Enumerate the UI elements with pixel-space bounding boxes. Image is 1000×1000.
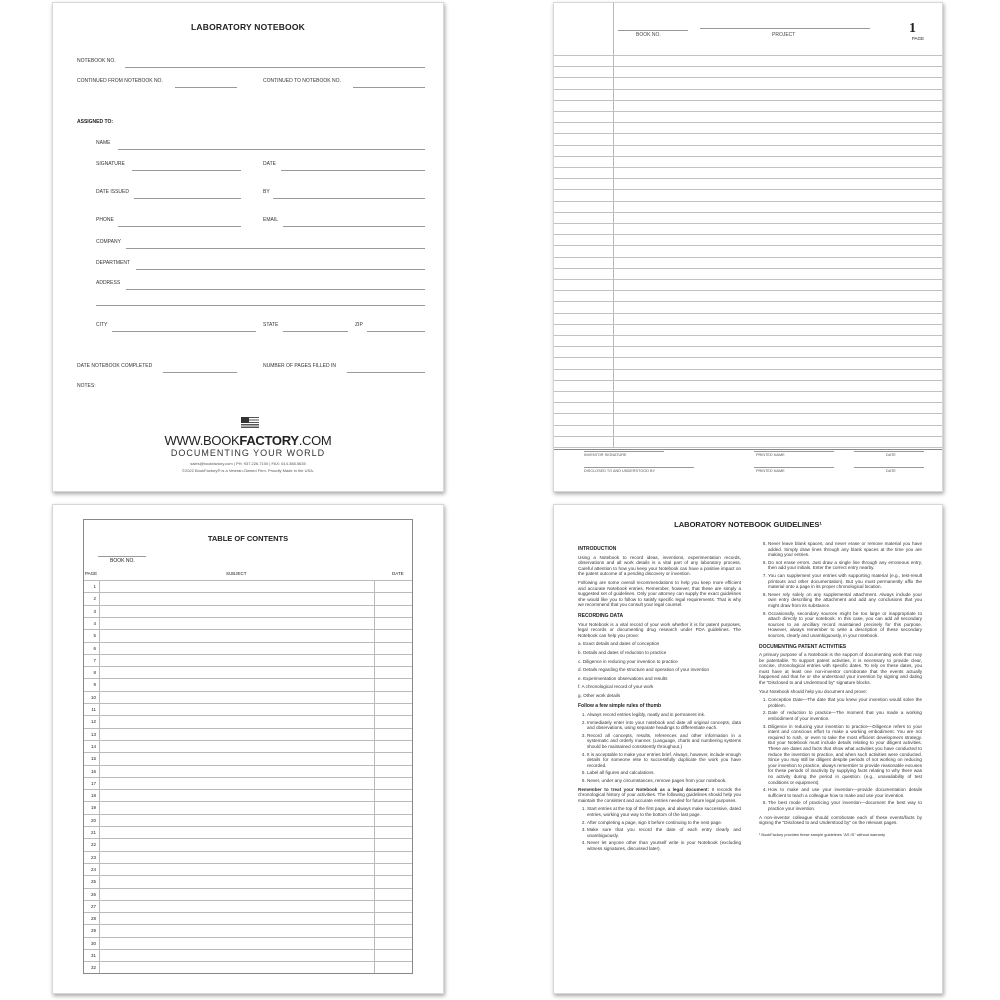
toc-row-number: 12 <box>90 719 96 725</box>
toc-row <box>84 801 412 814</box>
toc-title: TABLE OF CONTENTS <box>207 534 289 543</box>
toc-row-number: 31 <box>90 953 96 958</box>
prove-item: d. Details regarding the structure and operation of your invention <box>578 667 710 673</box>
ruled-line <box>554 436 942 437</box>
field-label: ADDRESS <box>96 280 121 286</box>
printed-name-line-2 <box>754 467 834 468</box>
ruled-line <box>554 201 942 202</box>
legal-rule-item: 8. Never rely solely on any supplemental attachment. Always include your own entry describing the attachment and add any conclusions that you might draw from its substance. <box>768 592 922 609</box>
toc-row-number: 9 <box>93 682 96 688</box>
legal-rules-list-continued <box>759 541 922 639</box>
toc-row <box>84 900 412 913</box>
prove-item: c. Diligence in reducing your invention to practice <box>578 658 678 664</box>
field-label: NAME <box>96 140 111 146</box>
toc-row <box>84 912 412 925</box>
toc-row <box>84 691 412 704</box>
field-line <box>126 248 425 249</box>
ruled-line <box>554 369 942 370</box>
rule-item: 5. Label all figures and calculations. <box>587 770 741 776</box>
toc-row-number: 3 <box>93 608 96 614</box>
toc-row-number: 1 <box>93 584 96 589</box>
legal-paragraph <box>578 787 741 804</box>
date-label: DATE <box>886 453 896 457</box>
state-field <box>263 322 348 332</box>
toc-row <box>84 580 412 593</box>
assigned-to-label: ASSIGNED TO: <box>77 119 114 125</box>
toc-row <box>84 592 412 605</box>
field-label: NUMBER OF PAGES FILLED IN <box>263 363 336 369</box>
continued-from-field <box>77 78 237 88</box>
continued-to-field <box>263 78 425 88</box>
department-field <box>96 260 425 270</box>
zip-field <box>355 322 425 332</box>
rule-item: 4. It is acceptable to make your entries brief. Always, however, include enough details for someone else to successfully duplicate the work you have recorded. <box>587 752 741 769</box>
guidelines-left-column <box>578 541 741 855</box>
notes-label: NOTES: <box>77 383 96 389</box>
printed-name-line <box>754 451 834 452</box>
guidelines-right-column <box>759 541 922 837</box>
toc-row-number: 18 <box>90 793 96 799</box>
field-label: SIGNATURE <box>96 161 125 167</box>
toc-row <box>84 752 412 765</box>
toc-col-date: DATE <box>392 571 404 576</box>
toc-row-number: 20 <box>90 817 96 823</box>
rule-item: 1. Always record entries legibly, neatly and in permanent ink. <box>587 712 741 718</box>
prove-item: a. Exact details and dates of conception <box>578 641 660 647</box>
ruled-line <box>554 133 942 134</box>
field-line <box>118 149 425 150</box>
toc-row <box>84 666 412 679</box>
toc-row <box>84 642 412 655</box>
american-flag-icon <box>241 417 259 429</box>
ruled-line <box>554 301 942 302</box>
field-line <box>283 226 425 227</box>
rule-item: 2. Immediately enter into your notebook and date all original concepts, data and observations, using separate headings to differentiate each. <box>587 720 741 731</box>
legal-note: ©2022 BookFactory® is a Veteran-Owned Firm. Proudly Made in the USA. <box>182 468 314 473</box>
cover-title: LABORATORY NOTEBOOK <box>191 22 305 32</box>
ruled-line <box>554 234 942 235</box>
toc-row-number: 23 <box>90 854 96 860</box>
field-line <box>118 226 241 227</box>
email-field <box>263 217 425 227</box>
address-line-2 <box>96 305 425 306</box>
prove-item: b. Details and dates of reduction to practice <box>578 649 667 655</box>
field-label: STATE <box>263 322 279 328</box>
ruled-line <box>554 402 942 403</box>
toc-row <box>84 875 412 888</box>
toc-row <box>84 789 412 802</box>
ruled-line <box>554 178 942 179</box>
ruled-line <box>554 66 942 67</box>
toc-row <box>84 728 412 741</box>
toc-row <box>84 617 412 630</box>
ruled-line <box>554 55 942 56</box>
page-number: 1 <box>909 21 916 36</box>
intro-paragraph-1: Using a Notebook to record ideas, inventions, experimentation records, observations and all work details is a vital part of any laboratory process. Careful attention to how you keep your Notebook can have a positive impact on the patent outcome of a pending discovery or invention. <box>578 554 741 577</box>
toc-row-number: 22 <box>90 842 96 848</box>
toc-row <box>84 949 412 962</box>
toc-row-number: 28 <box>90 916 96 922</box>
signature-field <box>96 161 241 171</box>
date-issued-field <box>96 189 241 199</box>
toc-row-number: 27 <box>90 903 96 909</box>
toc-row-number: 14 <box>90 743 96 749</box>
field-label: CONTINUED FROM NOTEBOOK NO. <box>77 78 163 84</box>
ruled-line <box>554 380 942 381</box>
rule-item: 3. Record all concepts, results, references and other information in a systematic and orderly manner. (Language, charts and numbering systems should be maintained consistently throughout.) <box>587 733 741 750</box>
field-label: COMPANY <box>96 239 121 245</box>
toc-col-page: PAGE <box>85 571 98 576</box>
toc-col-subject: SUBJECT <box>226 571 247 576</box>
legal-heading: Remember to treat your Notebook as a legal document: <box>578 786 710 792</box>
ruled-line <box>554 145 942 146</box>
toc-row <box>84 765 412 778</box>
toc-row-number: 29 <box>90 928 96 934</box>
toc-book-no-label: BOOK NO. <box>110 558 135 564</box>
toc-row <box>84 863 412 876</box>
toc-row-number: 32 <box>90 965 96 971</box>
page-label: PAGE <box>911 36 924 41</box>
toc-row <box>84 851 412 864</box>
field-line <box>163 372 237 373</box>
field-line <box>273 198 425 199</box>
prove-date-item: 1. Conception Date—The date that you knew your invention would solve the problem. <box>768 697 922 708</box>
field-line <box>132 170 241 171</box>
prove-list <box>578 641 741 698</box>
contact-info: sales@bookfactory.com | PH: 937.226.7100 | FAX: 614.388.5635 <box>190 461 306 466</box>
toc-row <box>84 826 412 839</box>
printed-name-label-2: PRINTED NAME <box>756 469 785 473</box>
disclosed-label: DISCLOSED TO AND UNDERSTOOD BY <box>584 469 656 473</box>
legal-rule-item: 5. Never leave blank spaces, and never erase or remove material you have added. Simply draw lines through any blank spaces at the time you are making your entries. <box>768 541 922 558</box>
field-label: DATE <box>263 161 276 167</box>
intro-heading: INTRODUCTION <box>578 546 617 552</box>
documenting-heading: DOCUMENTING PATENT ACTIVITIES <box>759 643 847 650</box>
field-line <box>126 289 425 290</box>
recording-heading: RECORDING DATA <box>578 612 624 619</box>
ruled-line <box>554 257 942 258</box>
ruled-line <box>554 212 942 213</box>
toc-row <box>84 814 412 827</box>
toc-row <box>84 838 412 851</box>
toc-row-number: 24 <box>90 866 96 872</box>
toc-row-number: 8 <box>93 670 96 676</box>
legal-rule-item: 3. Make sure that you record the date of each entry clearly and unambiguously. <box>587 827 741 838</box>
date-label-2: DATE <box>886 469 896 473</box>
city-field <box>96 322 256 332</box>
pages-filled-field <box>263 363 425 373</box>
toc-row-number: 30 <box>90 940 96 946</box>
toc-frame <box>83 519 413 974</box>
brand-prefix: WWW.BOOK <box>164 433 240 448</box>
field-label: DATE ISSUED <box>96 189 129 195</box>
brand-suffix: .COM <box>298 433 332 448</box>
prove-item: e. Experimentation observations and results <box>578 675 668 681</box>
guidelines-title: LABORATORY NOTEBOOK GUIDELINES¹ <box>674 520 822 529</box>
prove-date-item: 3. Diligence in reducing your invention to practice—Diligence refers to your intent and conscious effort to make a working embodiment. You are not required to rush, or even to take the most efficient development strategy. But your Notebook must include details relating to your diligent activities. These are dates and facts that show what activities you have conducted to reduce the invention to practice, and when such activities were conducted. Since you may still be diligent despite periods of not working on reducing your invention to practice, always remember to provide reasonable excuses for these periods of inactivity by supplying facts relating to why there was no activity during the period in question. (e.g., unavailability of test conditions or equipment). <box>768 724 922 786</box>
toc-row <box>84 715 412 728</box>
signature-line <box>584 451 664 452</box>
prove-date-item: 4. How to make and use your invention—provide documentation details sufficient to teach a colleague how to make and use your invention. <box>768 787 922 798</box>
ruled-line <box>554 346 942 347</box>
prove-date-item: 5. The best mode of practicing your invention—document the best way to practice your invention. <box>768 800 922 811</box>
legal-rule-item: 1. Start entries at the top of the first page, and always make successive, dated entries, working your way to the bottom of the last page. <box>587 806 741 817</box>
ruled-line <box>554 156 942 157</box>
legal-rule-item: 7. You can supplement your entries with supporting material (e.g., test-result printouts and other documentation). But you must permanently affix the material onto a page in its proper chronological location. <box>768 573 922 590</box>
book-no-label: BOOK NO. <box>636 32 661 38</box>
ruled-line <box>554 279 942 280</box>
ruled-line <box>554 122 942 123</box>
ruled-page <box>553 2 943 492</box>
field-line <box>281 170 425 171</box>
toc-row <box>84 777 412 790</box>
field-line <box>136 269 425 270</box>
toc-row-number: 17 <box>90 780 96 786</box>
field-line <box>347 372 425 373</box>
legal-rules-list <box>578 806 741 851</box>
ruled-line <box>554 100 942 101</box>
brand-bold: FACTORY <box>239 433 299 448</box>
toc-row <box>84 629 412 642</box>
toc-row-number: 10 <box>90 694 96 700</box>
date-line-2 <box>854 467 924 468</box>
cover-page <box>52 2 444 492</box>
rule-item: 6. Never, under any circumstances, remove pages from your notebook. <box>587 778 741 784</box>
toc-row-number: 5 <box>93 633 96 639</box>
name-field <box>96 140 425 150</box>
field-line <box>353 87 425 88</box>
final-paragraph: A non-inventor colleague should corroborate each of these events/facts by signing the "Disclosed to and Understood by" on the relevant pages. <box>759 814 922 826</box>
toc-page <box>52 504 444 994</box>
legal-text: It records the chronological history of your activities. The following guidelines should help you maintain the consistent and accurate entries needed for future legal purposes. <box>578 786 741 803</box>
guidelines-page <box>553 504 943 994</box>
toc-row-number: 4 <box>93 620 96 626</box>
prove-item: f. A chronological record of your work <box>578 684 654 690</box>
toc-row <box>84 740 412 753</box>
ruled-line <box>554 167 942 168</box>
printed-name-label: PRINTED NAME <box>756 453 785 457</box>
date-field <box>263 161 425 171</box>
toc-row-number: 25 <box>90 879 96 885</box>
ruled-line <box>554 268 942 269</box>
ruled-line <box>554 357 942 358</box>
prove-item: g. Other work details <box>578 692 621 698</box>
ruled-line <box>554 413 942 414</box>
toc-row-number: 21 <box>90 830 96 835</box>
field-line <box>175 87 237 88</box>
ruled-line <box>554 290 942 291</box>
prove-date-item: 2. Date of reduction to practice—The moment that you made a working embodiment of your invention. <box>768 710 922 721</box>
date-line <box>854 451 924 452</box>
project-line <box>700 28 870 29</box>
field-line <box>367 331 425 332</box>
toc-row <box>84 924 412 937</box>
project-label: PROJECT <box>772 32 796 38</box>
signature-footer <box>554 449 942 450</box>
field-line <box>283 331 348 332</box>
toc-row-number: 15 <box>90 756 96 762</box>
toc-row <box>84 654 412 667</box>
ruled-line <box>554 77 942 78</box>
ruled-line <box>554 313 942 314</box>
toc-row <box>84 703 412 716</box>
toc-row <box>84 678 412 691</box>
notebook-no-field <box>77 58 425 68</box>
ruled-line <box>554 447 942 448</box>
toc-row <box>84 937 412 950</box>
address-field <box>96 280 425 290</box>
intro-paragraph-2: Following are some overall recommendations to help you keep more efficient and accurate Notebook entries. Remember, however, that these are simply a suggested set of guidelines. Only your attorney can supply the exact guidelines she would like you to follow to satisfy specific legal requirements. That is why we recommend that you consult your legal counsel. <box>578 579 741 608</box>
brand-tagline: DOCUMENTING YOUR WORLD <box>170 448 326 458</box>
field-label: PHONE <box>96 217 114 223</box>
toc-row-number: 13 <box>90 731 96 737</box>
book-no-line <box>618 30 688 31</box>
disclosed-line <box>584 467 694 468</box>
toc-row-number: 26 <box>90 891 96 897</box>
inventor-signature-label: INVENTOR SIGNATURE <box>584 453 627 457</box>
toc-row <box>84 961 412 974</box>
field-label: BY <box>263 189 270 195</box>
company-field <box>96 239 425 249</box>
field-label: CONTINUED TO NOTEBOOK NO. <box>263 78 341 84</box>
ruled-line <box>554 391 942 392</box>
field-label: DATE NOTEBOOK COMPLETED <box>77 363 153 369</box>
ruled-line <box>554 89 942 90</box>
footnote: ¹ BookFactory provides these sample guidelines "AS IS" without warranty <box>759 831 886 837</box>
ruled-line <box>554 425 942 426</box>
toc-row-number: 11 <box>91 707 96 712</box>
toc-row <box>84 888 412 901</box>
ruled-line <box>554 324 942 325</box>
toc-row-number: 19 <box>90 805 96 811</box>
toc-row-number: 7 <box>93 657 96 663</box>
field-label: ZIP <box>355 322 363 328</box>
by-field <box>263 189 425 199</box>
ruled-line <box>554 223 942 224</box>
documenting-paragraph: A primary purpose of a Notebook is the support of documenting work that may be patentable. To support patent activities, it is necessary to provide clear, concise, chronological entries with specific dates. To rely on these dates, you must have at least one non-inventor corroborate that the events actually happened and that he or she understood your invention by signing and dating the "Disclosed to and Understood by" signature blocks. <box>759 652 922 686</box>
toc-row <box>84 605 412 618</box>
prove-dates-list <box>759 697 922 811</box>
rules-list <box>578 712 741 784</box>
field-line <box>112 331 256 332</box>
recording-paragraph: Your Notebook is a vital record of your work whether it is for patent purposes, legal records or documenting drug research under FDA guidelines. The Notebook can help you prove: <box>578 621 741 638</box>
toc-row-number: 2 <box>93 596 96 602</box>
legal-rule-item: 6. Do not erase errors. Just draw a single line through any erroneous entry, then add your initials. Enter the correct entry nearby. <box>768 560 922 571</box>
field-line <box>125 67 425 68</box>
ruled-line <box>554 335 942 336</box>
field-line <box>134 198 241 199</box>
toc-row-number: 16 <box>90 768 96 774</box>
ruled-line <box>554 245 942 246</box>
toc-row-number: 6 <box>93 645 96 651</box>
documenting-paragraph-2: Your Notebook should help you document and prove: <box>759 688 868 694</box>
brand-url <box>53 433 443 448</box>
legal-rule-item: 2. After completing a page, sign it before continuing to the next page. <box>587 820 741 826</box>
rules-heading: Follow a few simple rules of thumb <box>578 703 662 710</box>
field-label: EMAIL <box>263 217 279 223</box>
phone-field <box>96 217 241 227</box>
field-label: CITY <box>96 322 108 328</box>
legal-rule-item: 4. Never let anyone other than yourself write in your Notebook (excluding witness signatures, discussed later). <box>587 840 741 851</box>
field-label: NOTEBOOK NO. <box>77 58 116 64</box>
book-no-line <box>98 556 146 557</box>
ruled-line <box>554 189 942 190</box>
legal-rule-item: 9. Occasionally, secondary sources might be too large or inappropriate to attach directly to your notebook. In this case, you can add all secondary sources to an ancillary record maintained precisely for this purpose. However, always remember to write a description of these secondary sources, clearly and unambiguously, in your notebook. <box>768 611 922 639</box>
date-completed-field <box>77 363 237 373</box>
field-label: DEPARTMENT <box>96 260 130 266</box>
ruled-line <box>554 111 942 112</box>
